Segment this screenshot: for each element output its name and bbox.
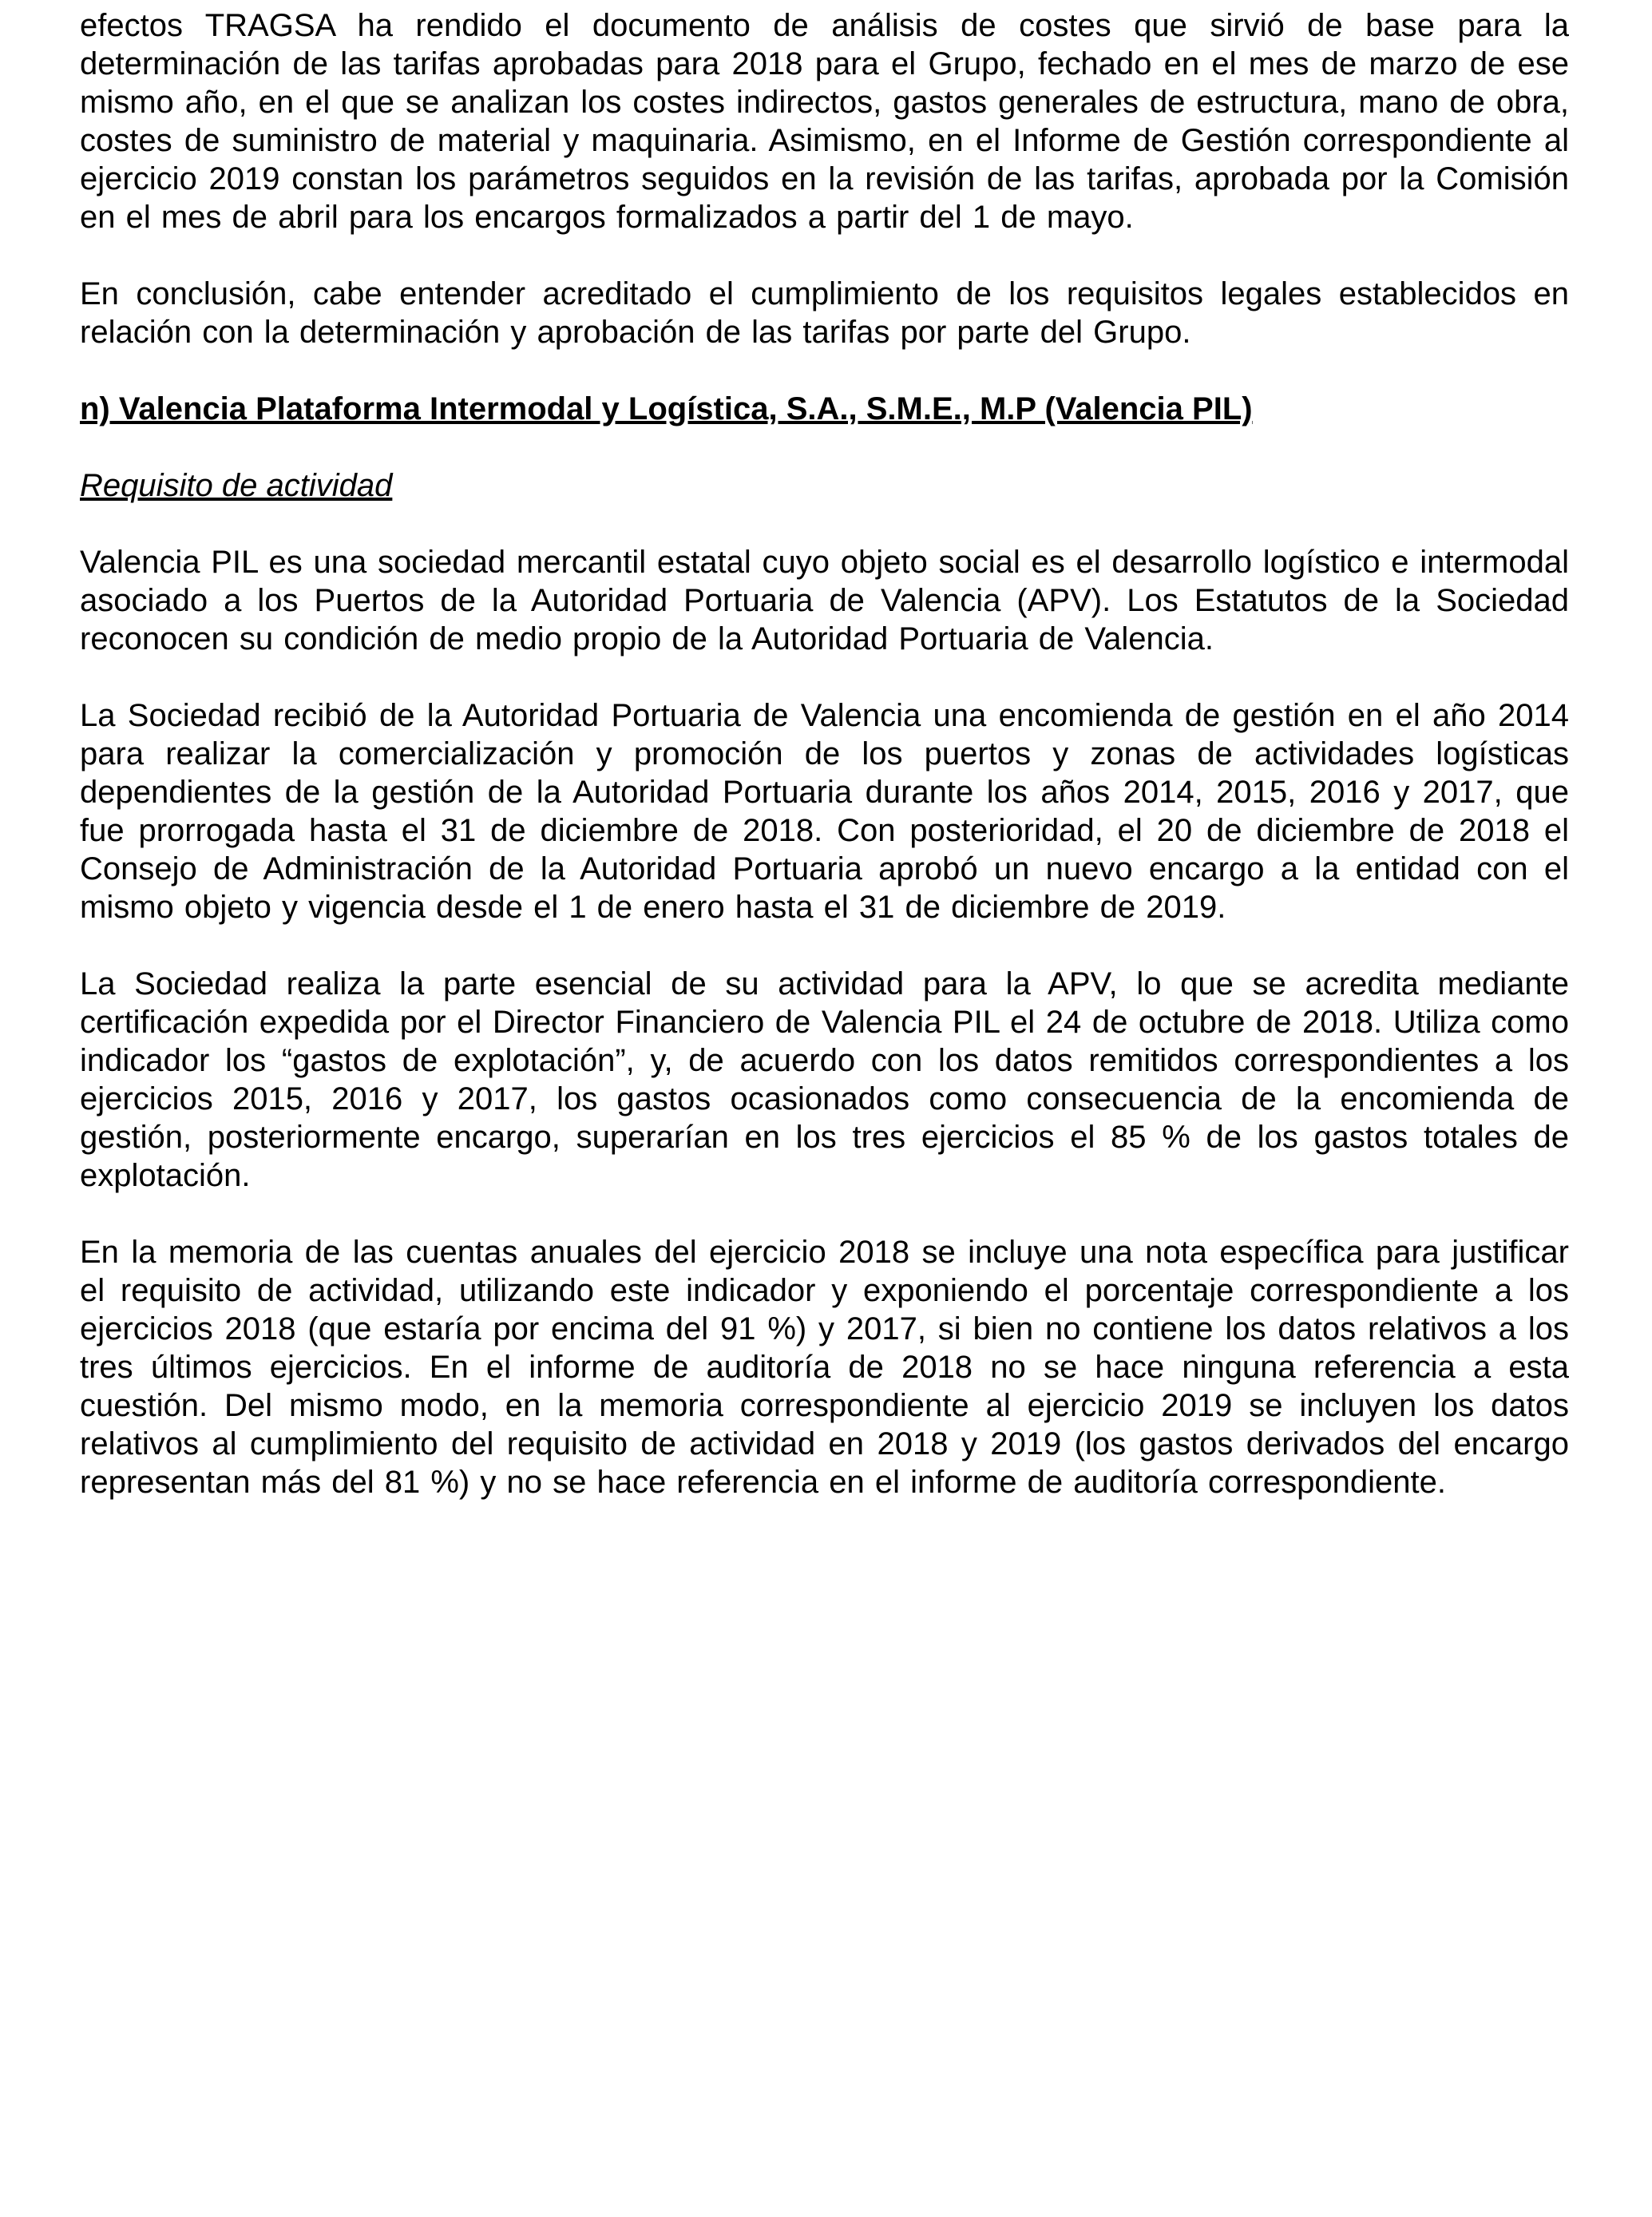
paragraph-actividad-apv-certificacion: La Sociedad realiza la parte esencial de su actividad para la APV, lo que se acredita mediante certificación expedida por el Director Financiero de Valencia PIL el 24 de octubre de 2018. Utiliza como indicador los “gastos de explotación”, y, de acuerdo con los datos remitidos correspondientes a los ejercicios 2015, 2016 y 2017, los gastos ocasionados como consecuencia de la encomienda de gestión, posteriormente encargo, superarían en los tres ejercicios el 85 % de los gastos totales de explotación. [80, 966, 1569, 1193]
paragraph-memoria-cuentas-anuales: En la memoria de las cuentas anuales del ejercicio 2018 se incluye una nota específica para justificar el requisito de actividad, utilizando este indicador y exponiendo el porcentaje correspondiente a los ejercicios 2018 (que estaría por encima del 91 %) y 2017, si bien no contiene los datos relativos a los tres últimos ejercicios. En el informe de auditoría de 2018 no se hace ninguna referencia a esta cuestión. Del mismo modo, en la memoria correspondiente al ejercicio 2019 se incluyen los datos relativos al cumplimiento del requisito de actividad en 2018 y 2019 (los gastos derivados del encargo representan más del 81 %) y no se hace referencia en el informe de auditoría correspondiente. [80, 1235, 1569, 1500]
subsection-heading-requisito-actividad: Requisito de actividad [80, 468, 393, 503]
paragraph-encomienda-gestion: La Sociedad recibió de la Autoridad Portuaria de Valencia una encomienda de gestión en el año 2014 para realizar la comercialización y promoción de los puertos y zonas de actividades logísticas dependientes de la gestión de la Autoridad Portuaria durante los años 2014, 2015, 2016 y 2017, que fue prorrogada hasta el 31 de diciembre de 2018. Con posterioridad, el 20 de diciembre de 2018 el Consejo de Administración de la Autoridad Portuaria aprobó un nuevo encargo a la entidad con el mismo objeto y vigencia desde el 1 de enero hasta el 31 de diciembre de 2019. [80, 698, 1569, 925]
paragraph-conclusion-tarifas: En conclusión, cabe entender acreditado el cumplimiento de los requisitos legales establecidos en relación con la determinación y aprobación de las tarifas por parte del Grupo. [80, 276, 1569, 350]
section-heading-valencia-pil: n) Valencia Plataforma Intermodal y Logística, S.A., S.M.E., M.P (Valencia PIL) [80, 391, 1253, 426]
paragraph-tarifas-tragsa: efectos TRAGSA ha rendido el documento de análisis de costes que sirvió de base para la determinación de las tarifas aprobadas para 2018 para el Grupo, fechado en el mes de marzo de ese mismo año, en el que se analizan los costes indirectos, gastos generales de estructura, mano de obra, costes de suministro de material y maquinaria. Asimismo, en el Informe de Gestión correspondiente al ejercicio 2019 constan los parámetros seguidos en la revisión de las tarifas, aprobada por la Comisión en el mes de abril para los encargos formalizados a partir del 1 de mayo. [80, 8, 1569, 235]
paragraph-valencia-pil-objeto-social: Valencia PIL es una sociedad mercantil estatal cuyo objeto social es el desarrollo logístico e intermodal asociado a los Puertos de la Autoridad Portuaria de Valencia (APV). Los Estatutos de la Sociedad reconocen su condición de medio propio de la Autoridad Portuaria de Valencia. [80, 545, 1569, 656]
